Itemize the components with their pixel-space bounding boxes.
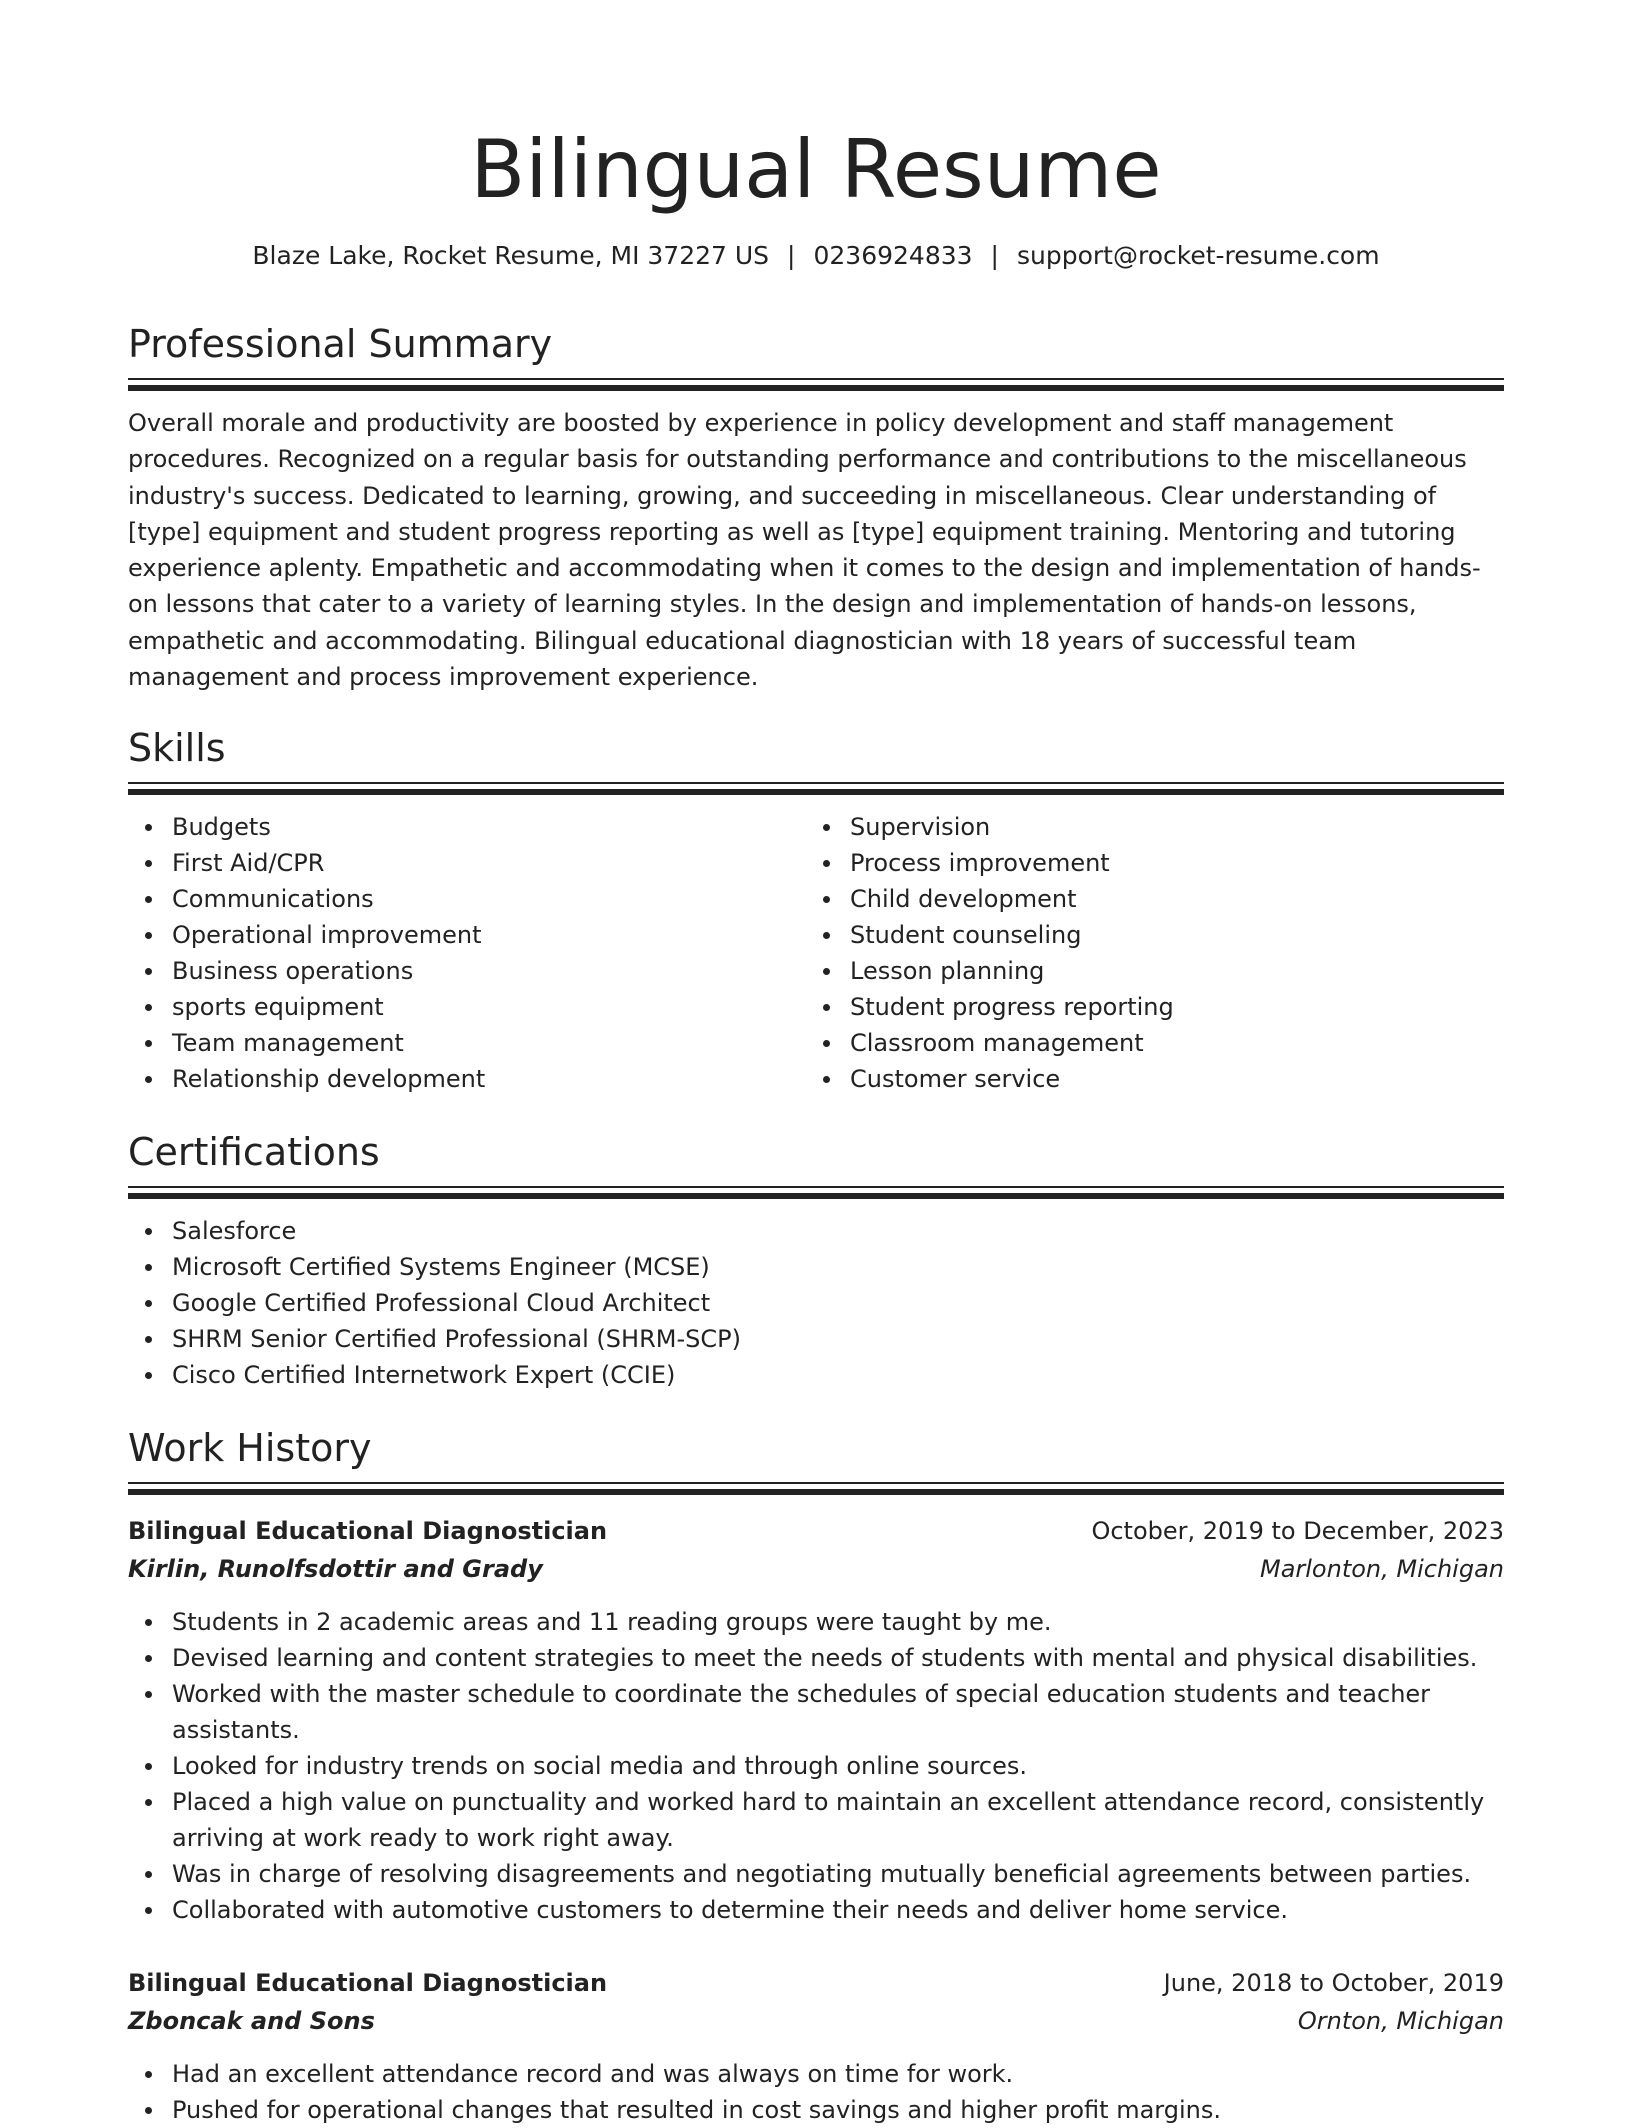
- job-entry: [128, 1512, 1504, 1928]
- contact-line: [128, 238, 1504, 274]
- job-company: Zboncak and Sons: [128, 2007, 375, 2035]
- job-title: Bilingual Educational Diagnostician: [128, 1969, 608, 1997]
- job-title: Bilingual Educational Diagnostician: [128, 1517, 608, 1545]
- job-location: Marlonton, Michigan: [1259, 1555, 1504, 1583]
- job-bullet: Devised learning and content strategies to meet the needs of students with mental and physical disabilities.: [128, 1640, 1504, 1676]
- certification-item: Cisco Certified Internetwork Expert (CCIE): [128, 1357, 1504, 1393]
- skill-item: Child development: [806, 881, 1484, 917]
- job-dates: October, 2019 to December, 2023: [1091, 1517, 1504, 1545]
- section-divider: [128, 789, 1504, 795]
- job-bullet: Collaborated with automotive customers to determine their needs and deliver home service.: [128, 1892, 1504, 1928]
- job-bullet: Students in 2 academic areas and 11 reading groups were taught by me.: [128, 1604, 1504, 1640]
- skill-item: Relationship development: [128, 1061, 806, 1097]
- contact-separator: |: [990, 241, 999, 270]
- skill-item: Business operations: [128, 953, 806, 989]
- contact-address: Blaze Lake, Rocket Resume, MI 37227 US: [252, 241, 770, 270]
- section-divider: [128, 1186, 1504, 1188]
- section-divider: [128, 782, 1504, 784]
- skills-section: [128, 722, 1504, 1097]
- skills-list-right: [806, 809, 1484, 1097]
- skills-list-left: [128, 809, 806, 1097]
- skill-item: Operational improvement: [128, 917, 806, 953]
- skill-item: Team management: [128, 1025, 806, 1061]
- section-divider: [128, 385, 1504, 391]
- job-bullet: Worked with the master schedule to coordinate the schedules of special education students and teacher assistants.: [128, 1676, 1504, 1748]
- job-bullet: Placed a high value on punctuality and worked hard to maintain an excellent attendance record, consistently arriving at work ready to work right away.: [128, 1784, 1504, 1856]
- skills-heading: Skills: [128, 726, 226, 770]
- skill-item: Lesson planning: [806, 953, 1484, 989]
- skill-item: Communications: [128, 881, 806, 917]
- skill-item: Supervision: [806, 809, 1484, 845]
- job-entry: [128, 1964, 1504, 2128]
- skill-item: Customer service: [806, 1061, 1484, 1097]
- certification-item: Salesforce: [128, 1213, 1504, 1249]
- job-location: Ornton, Michigan: [1297, 2007, 1504, 2035]
- skill-item: Student progress reporting: [806, 989, 1484, 1025]
- summary-heading: Professional Summary: [128, 322, 553, 366]
- work-history-section: [128, 1422, 1504, 1495]
- job-bullet: Had an excellent attendance record and was always on time for work.: [128, 2056, 1504, 2092]
- skill-item: Student counseling: [806, 917, 1484, 953]
- work-history-heading: Work History: [128, 1426, 372, 1470]
- certifications-heading: Certifications: [128, 1130, 380, 1174]
- skills-columns: [128, 809, 1504, 1097]
- job-bullet: Pushed for operational changes that resulted in cost savings and higher profit margins.: [128, 2092, 1504, 2128]
- resume-title: Bilingual Resume: [470, 123, 1162, 216]
- skill-item: First Aid/CPR: [128, 845, 806, 881]
- certifications-list: [128, 1213, 1504, 1393]
- job-bullet: Looked for industry trends on social media and through online sources.: [128, 1748, 1504, 1784]
- skill-item: Budgets: [128, 809, 806, 845]
- section-divider: [128, 1193, 1504, 1199]
- contact-separator: |: [787, 241, 796, 270]
- certifications-section: [128, 1126, 1504, 1393]
- contact-phone: 0236924833: [813, 241, 973, 270]
- job-bullet: Was in charge of resolving disagreements and negotiating mutually beneficial agreements between parties.: [128, 1856, 1504, 1892]
- section-divider: [128, 1489, 1504, 1495]
- certification-item: Google Certified Professional Cloud Architect: [128, 1285, 1504, 1321]
- certification-item: Microsoft Certified Systems Engineer (MCSE): [128, 1249, 1504, 1285]
- job-dates: June, 2018 to October, 2019: [1163, 1969, 1504, 1997]
- skill-item: sports equipment: [128, 989, 806, 1025]
- job-company: Kirlin, Runolfsdottir and Grady: [128, 1555, 543, 1583]
- contact-email: support@rocket-resume.com: [1016, 241, 1380, 270]
- section-divider: [128, 1482, 1504, 1484]
- section-divider: [128, 378, 1504, 380]
- certification-item: SHRM Senior Certified Professional (SHRM-SCP): [128, 1321, 1504, 1357]
- summary-section: [128, 318, 1504, 695]
- skill-item: Classroom management: [806, 1025, 1484, 1061]
- skill-item: Process improvement: [806, 845, 1484, 881]
- summary-text: Overall morale and productivity are boosted by experience in policy development and staff management procedures. Recognized on a regular basis for outstanding performance and contributions to the miscellaneous industry's success. Dedicated to learning, growing, and succeeding in miscellaneous. Clear understanding of [type] equipment and student progress reporting as well as [type] equipment training. Mentoring and tutoring experience aplenty. Empathetic and accommodating when it comes to the design and implementation of hands-on lessons that cater to a variety of learning styles. In the design and implementation of hands-on lessons, empathetic and accommodating. Bilingual educational diagnostician with 18 years of successful team management and process improvement experience.: [128, 409, 1481, 692]
- job-bullets: [128, 2056, 1504, 2128]
- job-bullets: [128, 1604, 1504, 1928]
